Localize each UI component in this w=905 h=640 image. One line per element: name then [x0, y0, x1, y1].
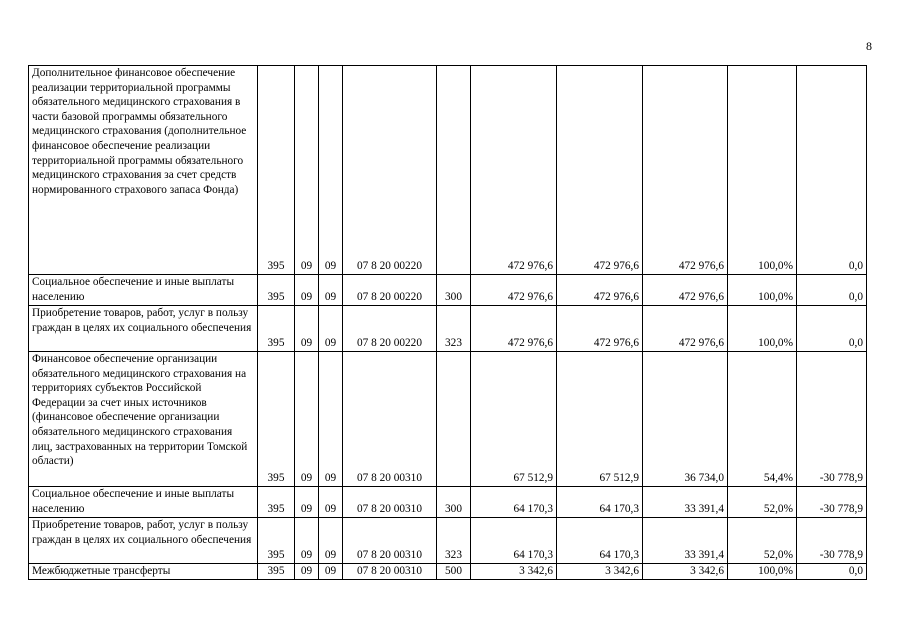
row-expense-type — [437, 66, 471, 275]
row-percent: 100,0% — [728, 275, 797, 306]
row-target-article: 07 8 20 00310 — [343, 352, 437, 487]
row-executed: 36 734,0 — [643, 352, 728, 487]
row-approved: 3 342,6 — [471, 564, 557, 580]
row-deviation: -30 778,9 — [797, 487, 867, 518]
table-row — [29, 306, 867, 352]
row-target-article: 07 8 20 00220 — [343, 275, 437, 306]
row-approved: 472 976,6 — [471, 275, 557, 306]
table-row — [29, 275, 867, 306]
row-deviation: 0,0 — [797, 66, 867, 275]
row-deviation: 0,0 — [797, 306, 867, 352]
table-row — [29, 564, 867, 580]
row-approved: 472 976,6 — [471, 66, 557, 275]
row-expense-type: 300 — [437, 487, 471, 518]
row-executed: 472 976,6 — [643, 275, 728, 306]
row-section: 09 — [295, 352, 319, 487]
row-refined: 3 342,6 — [557, 564, 643, 580]
row-code: 395 — [258, 352, 295, 487]
row-expense-type: 500 — [437, 564, 471, 580]
row-subsection: 09 — [319, 66, 343, 275]
row-name: Приобретение товаров, работ, услуг в пользу граждан в целях их социального обеспечения — [29, 306, 258, 352]
row-subsection: 09 — [319, 275, 343, 306]
row-percent: 52,0% — [728, 518, 797, 564]
row-percent: 52,0% — [728, 487, 797, 518]
row-target-article: 07 8 20 00310 — [343, 487, 437, 518]
row-code: 395 — [258, 487, 295, 518]
row-name: Социальное обеспечение и иные выплаты населению — [29, 275, 258, 306]
row-percent: 100,0% — [728, 306, 797, 352]
page-number: 8 — [866, 39, 872, 53]
row-refined: 472 976,6 — [557, 66, 643, 275]
row-deviation: 0,0 — [797, 564, 867, 580]
row-subsection: 09 — [319, 352, 343, 487]
row-approved: 67 512,9 — [471, 352, 557, 487]
row-refined: 64 170,3 — [557, 518, 643, 564]
row-subsection: 09 — [319, 518, 343, 564]
table-row — [29, 487, 867, 518]
row-code: 395 — [258, 306, 295, 352]
row-target-article: 07 8 20 00310 — [343, 518, 437, 564]
row-deviation: -30 778,9 — [797, 352, 867, 487]
table-row — [29, 352, 867, 487]
row-name: Приобретение товаров, работ, услуг в пользу граждан в целях их социального обеспечения — [29, 518, 258, 564]
row-approved: 64 170,3 — [471, 487, 557, 518]
row-refined: 67 512,9 — [557, 352, 643, 487]
row-expense-type — [437, 352, 471, 487]
row-expense-type: 300 — [437, 275, 471, 306]
row-percent: 100,0% — [728, 564, 797, 580]
row-approved: 472 976,6 — [471, 306, 557, 352]
row-deviation: -30 778,9 — [797, 518, 867, 564]
row-executed: 472 976,6 — [643, 66, 728, 275]
row-target-article: 07 8 20 00310 — [343, 564, 437, 580]
row-subsection: 09 — [319, 306, 343, 352]
row-section: 09 — [295, 275, 319, 306]
row-code: 395 — [258, 518, 295, 564]
row-executed: 3 342,6 — [643, 564, 728, 580]
budget-table — [28, 65, 867, 580]
row-code: 395 — [258, 275, 295, 306]
row-refined: 472 976,6 — [557, 306, 643, 352]
row-name: Дополнительное финансовое обеспечение реализации территориальной программы обязательного медицинского страхования в части базовой программы обязательного медицинского страхования (дополнительное финансовое обеспечение реализации территориальной программы обязательного медицинского страхования за счет средств нормированного страхового запаса Фонда) — [29, 66, 258, 275]
row-percent: 54,4% — [728, 352, 797, 487]
row-section: 09 — [295, 518, 319, 564]
row-refined: 472 976,6 — [557, 275, 643, 306]
row-refined: 64 170,3 — [557, 487, 643, 518]
row-expense-type: 323 — [437, 306, 471, 352]
row-code: 395 — [258, 66, 295, 275]
row-section: 09 — [295, 306, 319, 352]
row-code: 395 — [258, 564, 295, 580]
table-row — [29, 518, 867, 564]
row-subsection: 09 — [319, 487, 343, 518]
row-approved: 64 170,3 — [471, 518, 557, 564]
row-executed: 33 391,4 — [643, 518, 728, 564]
row-executed: 472 976,6 — [643, 306, 728, 352]
row-name: Социальное обеспечение и иные выплаты населению — [29, 487, 258, 518]
row-name: Финансовое обеспечение организации обязательного медицинского страхования на территориях субъектов Российской Федерации за счет иных источников (финансовое обеспечение организации обязательного медицинского страхования лиц, застрахованных на территории Томской области) — [29, 352, 258, 487]
row-target-article: 07 8 20 00220 — [343, 306, 437, 352]
row-target-article: 07 8 20 00220 — [343, 66, 437, 275]
row-subsection: 09 — [319, 564, 343, 580]
row-deviation: 0,0 — [797, 275, 867, 306]
row-expense-type: 323 — [437, 518, 471, 564]
row-executed: 33 391,4 — [643, 487, 728, 518]
row-section: 09 — [295, 564, 319, 580]
row-name: Межбюджетные трансферты — [29, 564, 258, 580]
row-section: 09 — [295, 487, 319, 518]
row-section: 09 — [295, 66, 319, 275]
table-row — [29, 66, 867, 275]
row-percent: 100,0% — [728, 66, 797, 275]
